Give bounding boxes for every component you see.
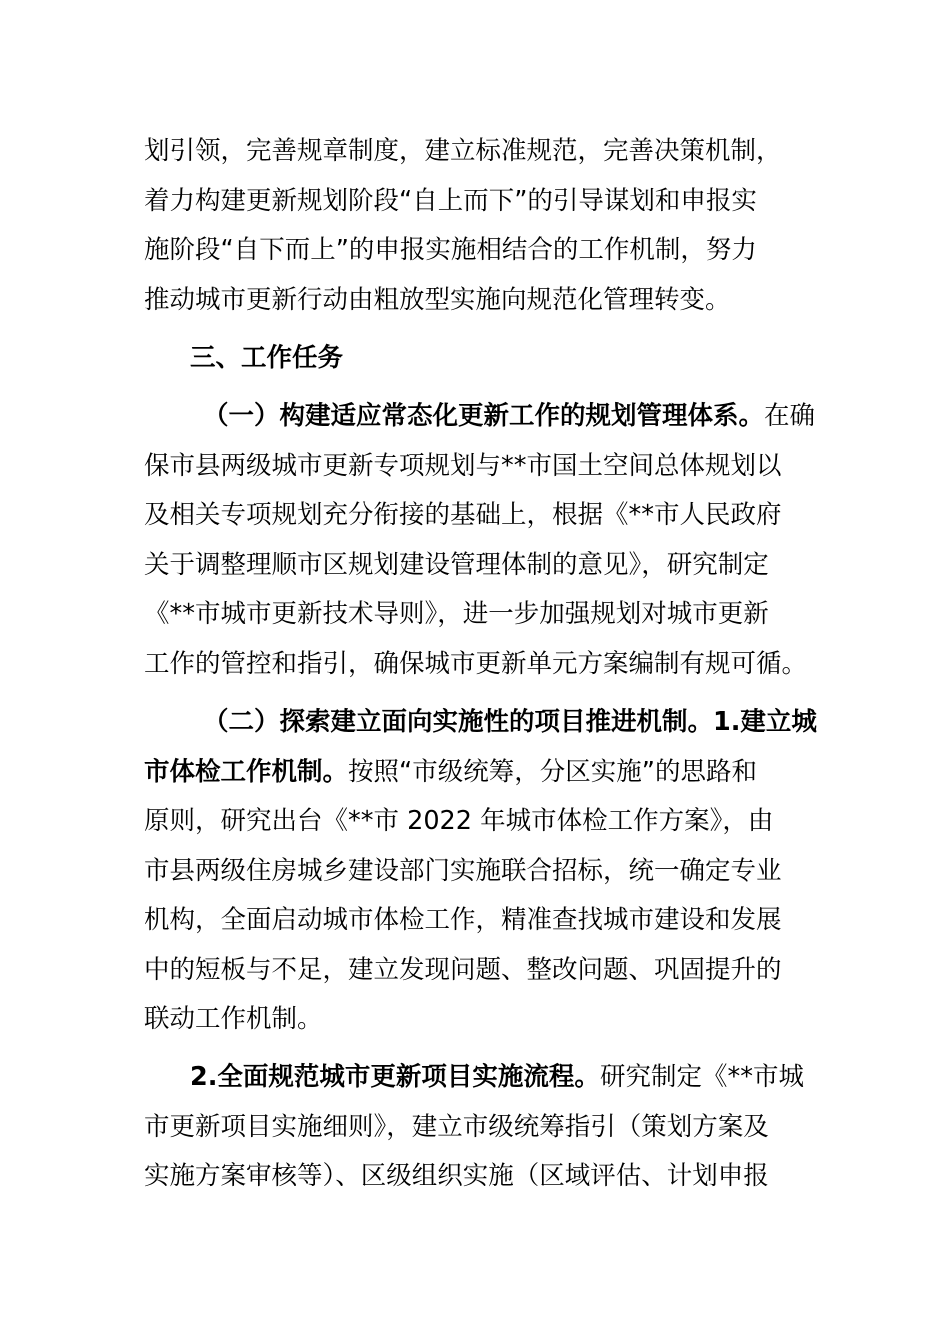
para1-line-1: 划引领，完善规章制度，建立标准规范，完善决策机制， [144,136,782,166]
para3-heading-line-1: （二）探索建立面向实施性的项目推进机制。1.建立城 [203,707,817,737]
section-heading-3: 三、工作任务 [190,343,344,373]
para3-heading-line-2: 市体检工作机制。 [144,757,349,787]
para3-line-2-rest: 按照“市级统筹，分区实施”的思路和 [348,757,757,787]
para3-line-7: 联动工作机制。 [144,1004,323,1034]
para4-line-3: 实施方案审核等）、区级组织实施（区域评估、计划申报 [144,1161,769,1191]
para3-line-2 [144,755,810,789]
para4-heading: 2.全面规范城市更新项目实施流程。 [190,1062,600,1092]
para3-line-5: 机构，全面启动城市体检工作，精准查找城市建设和发展 [144,905,782,935]
para1-line-3: 施阶段“自下而上”的申报实施相结合的工作机制，努力 [144,235,757,265]
para2-line-1 [203,399,869,433]
para2-line-6: 工作的管控和指引，确保城市更新单元方案编制有规可循。 [144,649,808,679]
para2-line-1-rest: 在确 [764,401,816,431]
para3-line-6: 中的短板与不足，建立发现问题、整改问题、巩固提升的 [144,955,782,985]
para1-line-4: 推动城市更新行动由粗放型实施向规范化管理转变。 [144,285,731,315]
para4-line-1-rest: 研究制定《**市城 [599,1062,804,1092]
para2-line-3: 及相关专项规划充分衔接的基础上，根据《**市人民政府 [144,500,782,530]
para2-line-2: 保市县两级城市更新专项规划与**市国土空间总体规划以 [144,451,782,481]
para3-line-4: 市县两级住房城乡建设部门实施联合招标，统一确定专业 [144,856,782,886]
para1-line-2: 着力构建更新规划阶段“自上而下”的引导谋划和申报实 [144,186,757,216]
para2-line-4: 关于调整理顺市区规划建设管理体制的意见》，研究制定 [144,550,769,580]
para2-heading: （一）构建适应常态化更新工作的规划管理体系。 [203,401,765,431]
para4-line-1 [190,1060,856,1094]
para2-line-5: 《**市城市更新技术导则》，进一步加强规划对城市更新 [144,599,769,629]
para3-line-3: 原则，研究出台《**市 2022 年城市体检工作方案》，由 [144,806,774,836]
para4-line-2: 市更新项目实施细则》，建立市级统筹指引（策划方案及 [144,1112,769,1142]
